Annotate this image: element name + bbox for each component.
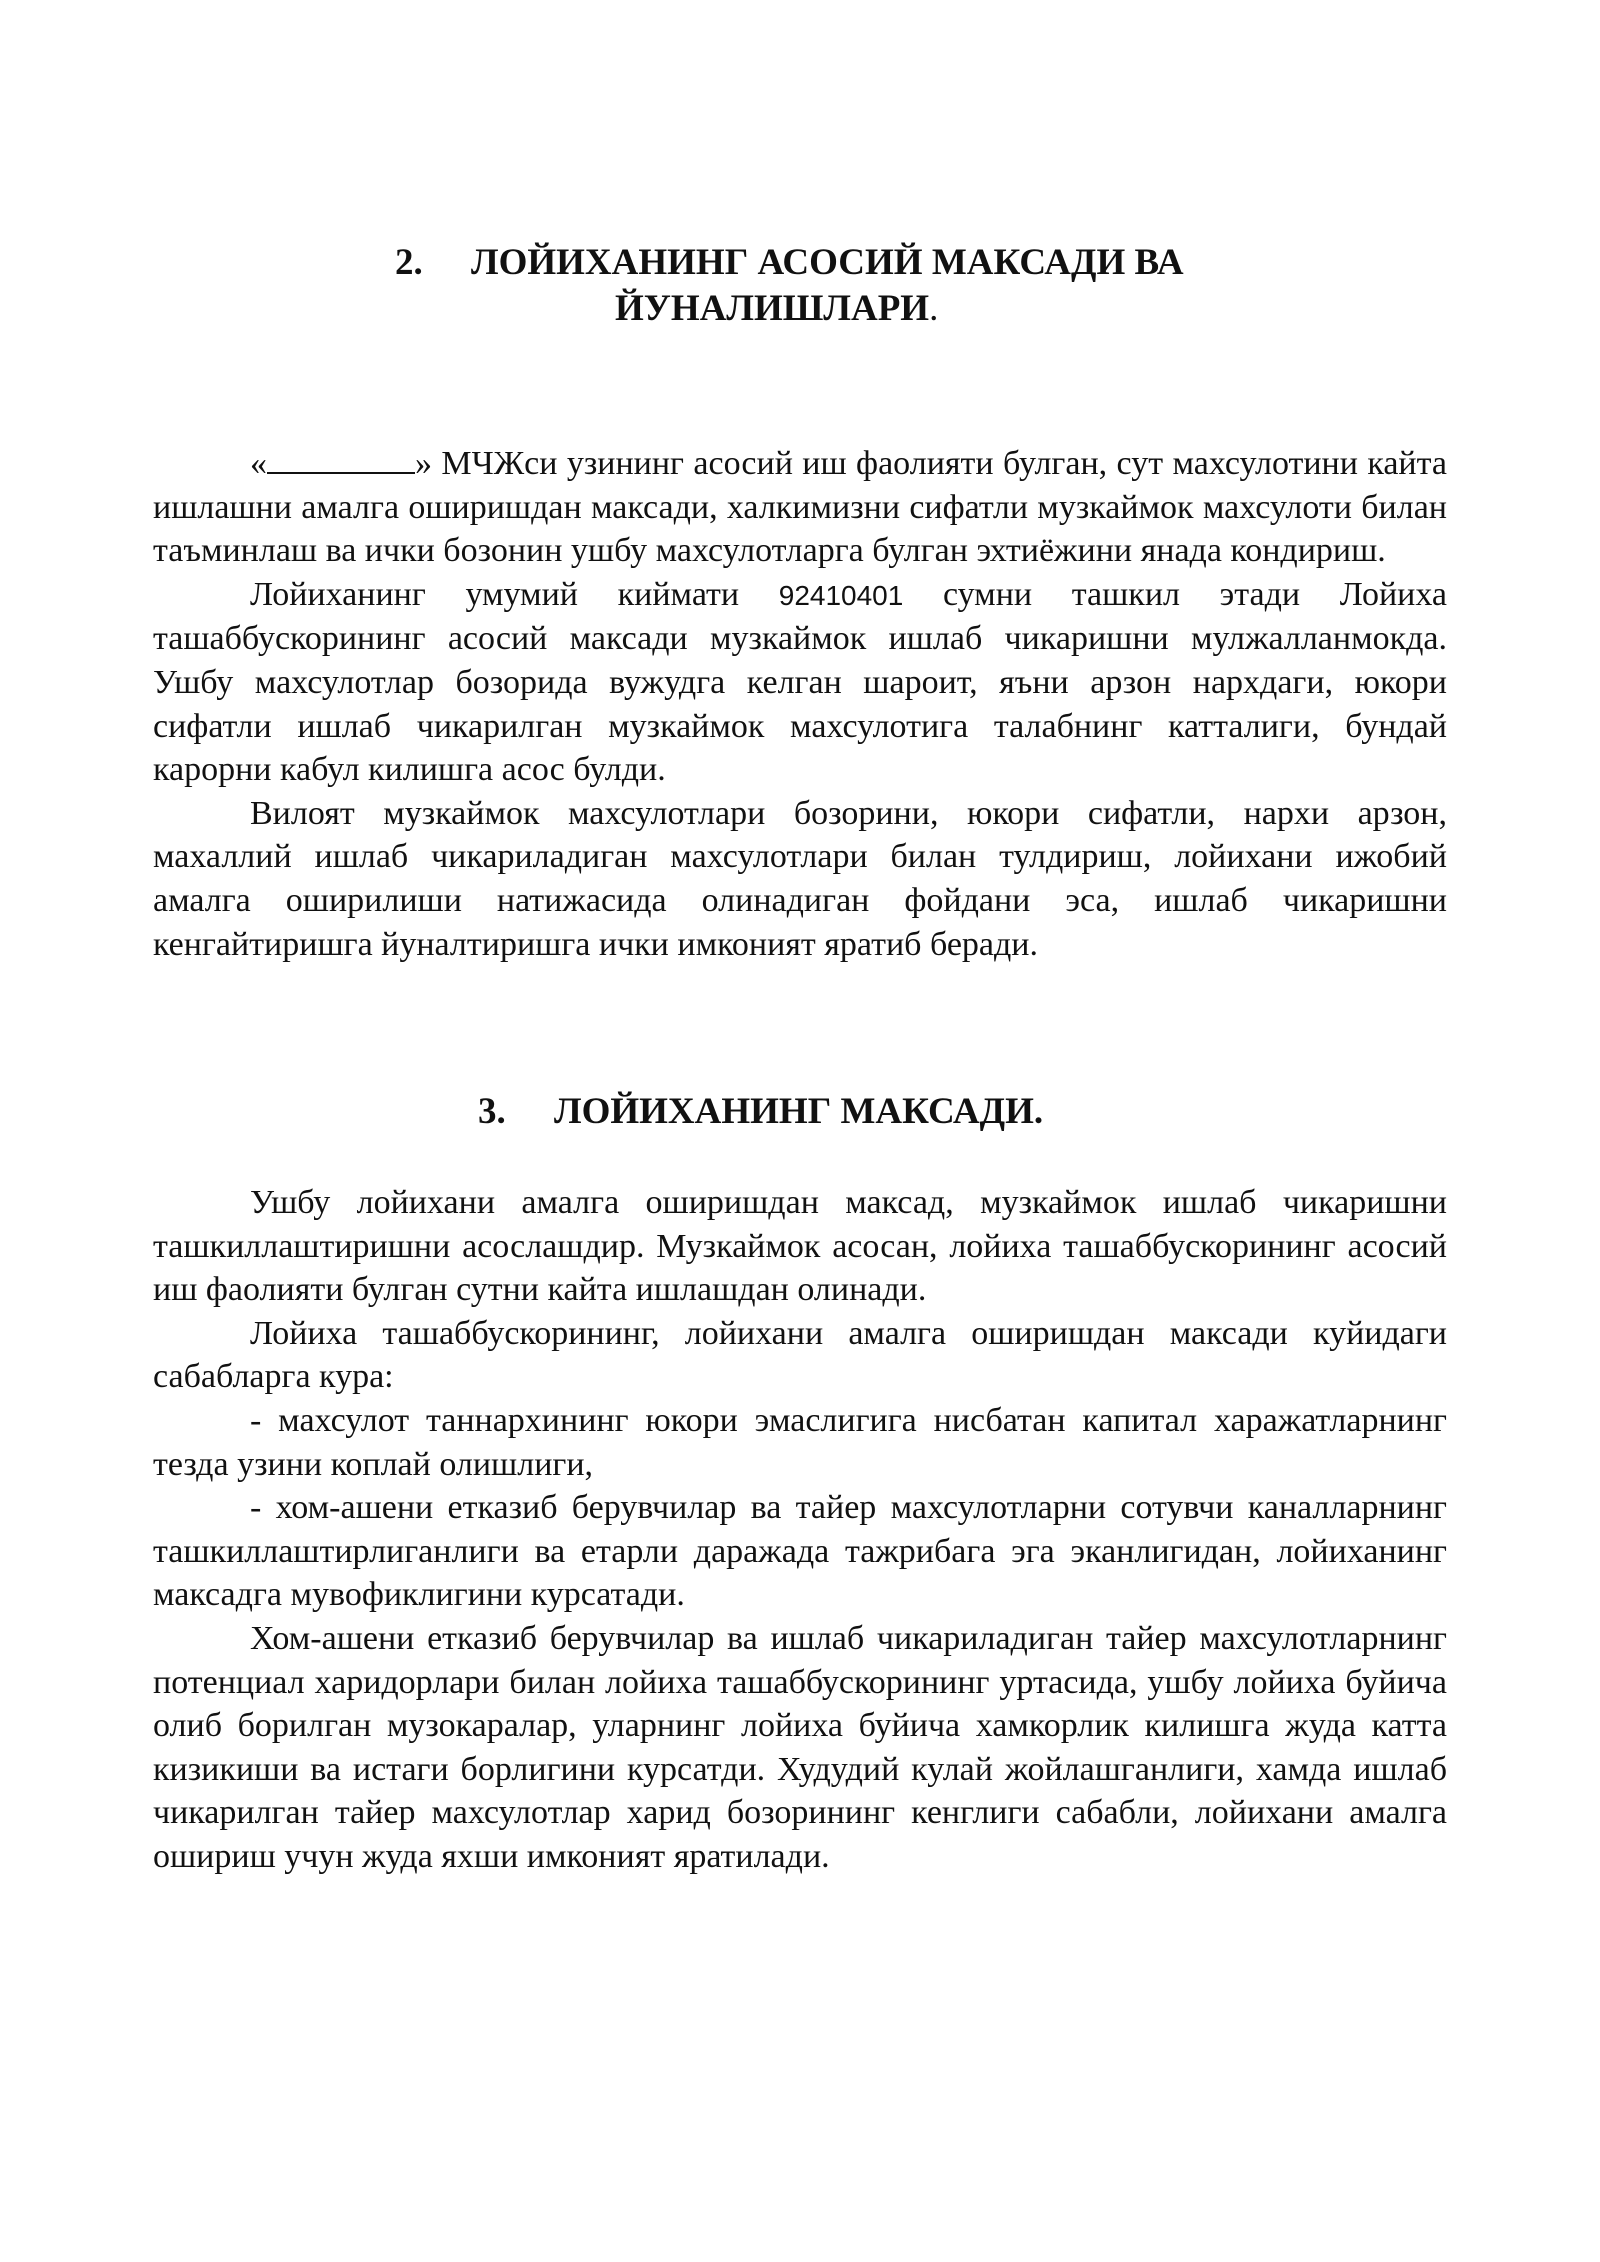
section-2-heading-line-1 (153, 240, 1447, 286)
section-3-paragraph-1: Ушбу лойихани амалга оширишдан максад, музкаймок ишлаб чикаришни ташкиллаштиришни асослашдир. Музкаймок асосан, лойиха ташаббускорининг асосий иш фаолияти булган сутни кайта ишлашдан олинади. (153, 1184, 1447, 1309)
section-3-heading (153, 1089, 1447, 1135)
section-2-paragraph-2-text-b: сумни ташкил этади Лойиха ташаббускорининг асосий максади музкаймок ишлаб чикаришни мулжалланмокда. Ушбу махсулотлар бозорида вужудга келган шароит, яъни арзон нархдаги, юкори сифатли ишлаб чикарилган музкаймок махсулотига талабнинг катталиги, бундай карорни кабул килишга асос булди. (153, 575, 1447, 789)
section-2-paragraph-1-text: МЧЖси узининг асосий иш фаолияти булган, сут махсулотини кайта ишлашни амалга оширишдан максади, халкимизни сифатли музкаймок махсулоти билан таъминлаш ва ички бозонин ушбу махсулотларга булган эхтиёжини янада кондириш. (153, 445, 1447, 570)
section-3-bullet-2: - хом-ашени етказиб берувчилар ва тайер махсулотларни сотувчи каналларнинг ташкиллаштирлиганлиги ва етарли даражада тажрибага эга эканлигидан, лойиханинг максадга мувофиклигини курсатади. (153, 1489, 1447, 1614)
section-2-paragraph-1 (153, 442, 1447, 573)
section-2-paragraph-2-text-a: Лойиханинг умумий киймати (250, 575, 779, 613)
section-3-paragraph-2: Лойиха ташаббускорининг, лойихани амалга оширишдан максади куйидаги сабабларга кура: (153, 1314, 1447, 1396)
company-name-open-quote: « (250, 445, 267, 482)
section-3-number: 3. (478, 1091, 506, 1132)
section-2-title-line-2: ЙУНАЛИШЛАРИ (615, 288, 930, 329)
section-2-title-dot: . (929, 288, 939, 329)
section-2-heading-line-2 (153, 286, 1447, 332)
section-2-heading (153, 240, 1447, 332)
section-2-paragraph-3: Вилоят музкаймок махсулотлари бозорини, юкори сифатли, нархи арзон, махаллий ишлаб чикариладиган махсулотлари билан тулдириш, лойихани ижобий амалга оширилиши натижасида олинадиган фойдани эса, ишлаб чикаришни кенгайтиришга йуналтиришга ички имконият яратиб беради. (153, 794, 1447, 963)
section-2-body (153, 442, 1447, 966)
section-2-number: 2. (395, 242, 423, 283)
section-3-body (153, 1181, 1447, 1879)
section-3-bullet-1: - махсулот таннархининг юкори эмаслигига нисбатан капитал харажатларнинг тезда узини коплай олишлиги, (153, 1401, 1447, 1483)
project-cost-amount: 92410401 (778, 579, 904, 611)
section-3-paragraph-3: Хом-ашени етказиб берувчилар ва ишлаб чикариладиган тайер махсулотларнинг потенциал харидорлари билан лойиха ташаббускорининг уртасида, ушбу лойиха буйича олиб борилган музокаралар, уларнинг лойиха буйича хамкорлик килишга жуда катта кизикиши ва истаги борлигини курсатди. Худудий кулай жойлашганлиги, хамда ишлаб чикарилган тайер махсулотлар харид бозорининг кенглиги сабабли, лойихани амалга ошириш учун жуда яхши имконият яратилади. (153, 1619, 1447, 1875)
section-3-title: ЛОЙИХАНИНГ МАКСАДИ. (554, 1091, 1044, 1132)
section-2-paragraph-2 (153, 573, 1447, 792)
company-name-close-quote: » (415, 445, 432, 482)
company-name-blank (267, 442, 415, 474)
section-2-title-line-1: ЛОЙИХАНИНГ АСОСИЙ МАКСАДИ ВА (471, 242, 1184, 283)
